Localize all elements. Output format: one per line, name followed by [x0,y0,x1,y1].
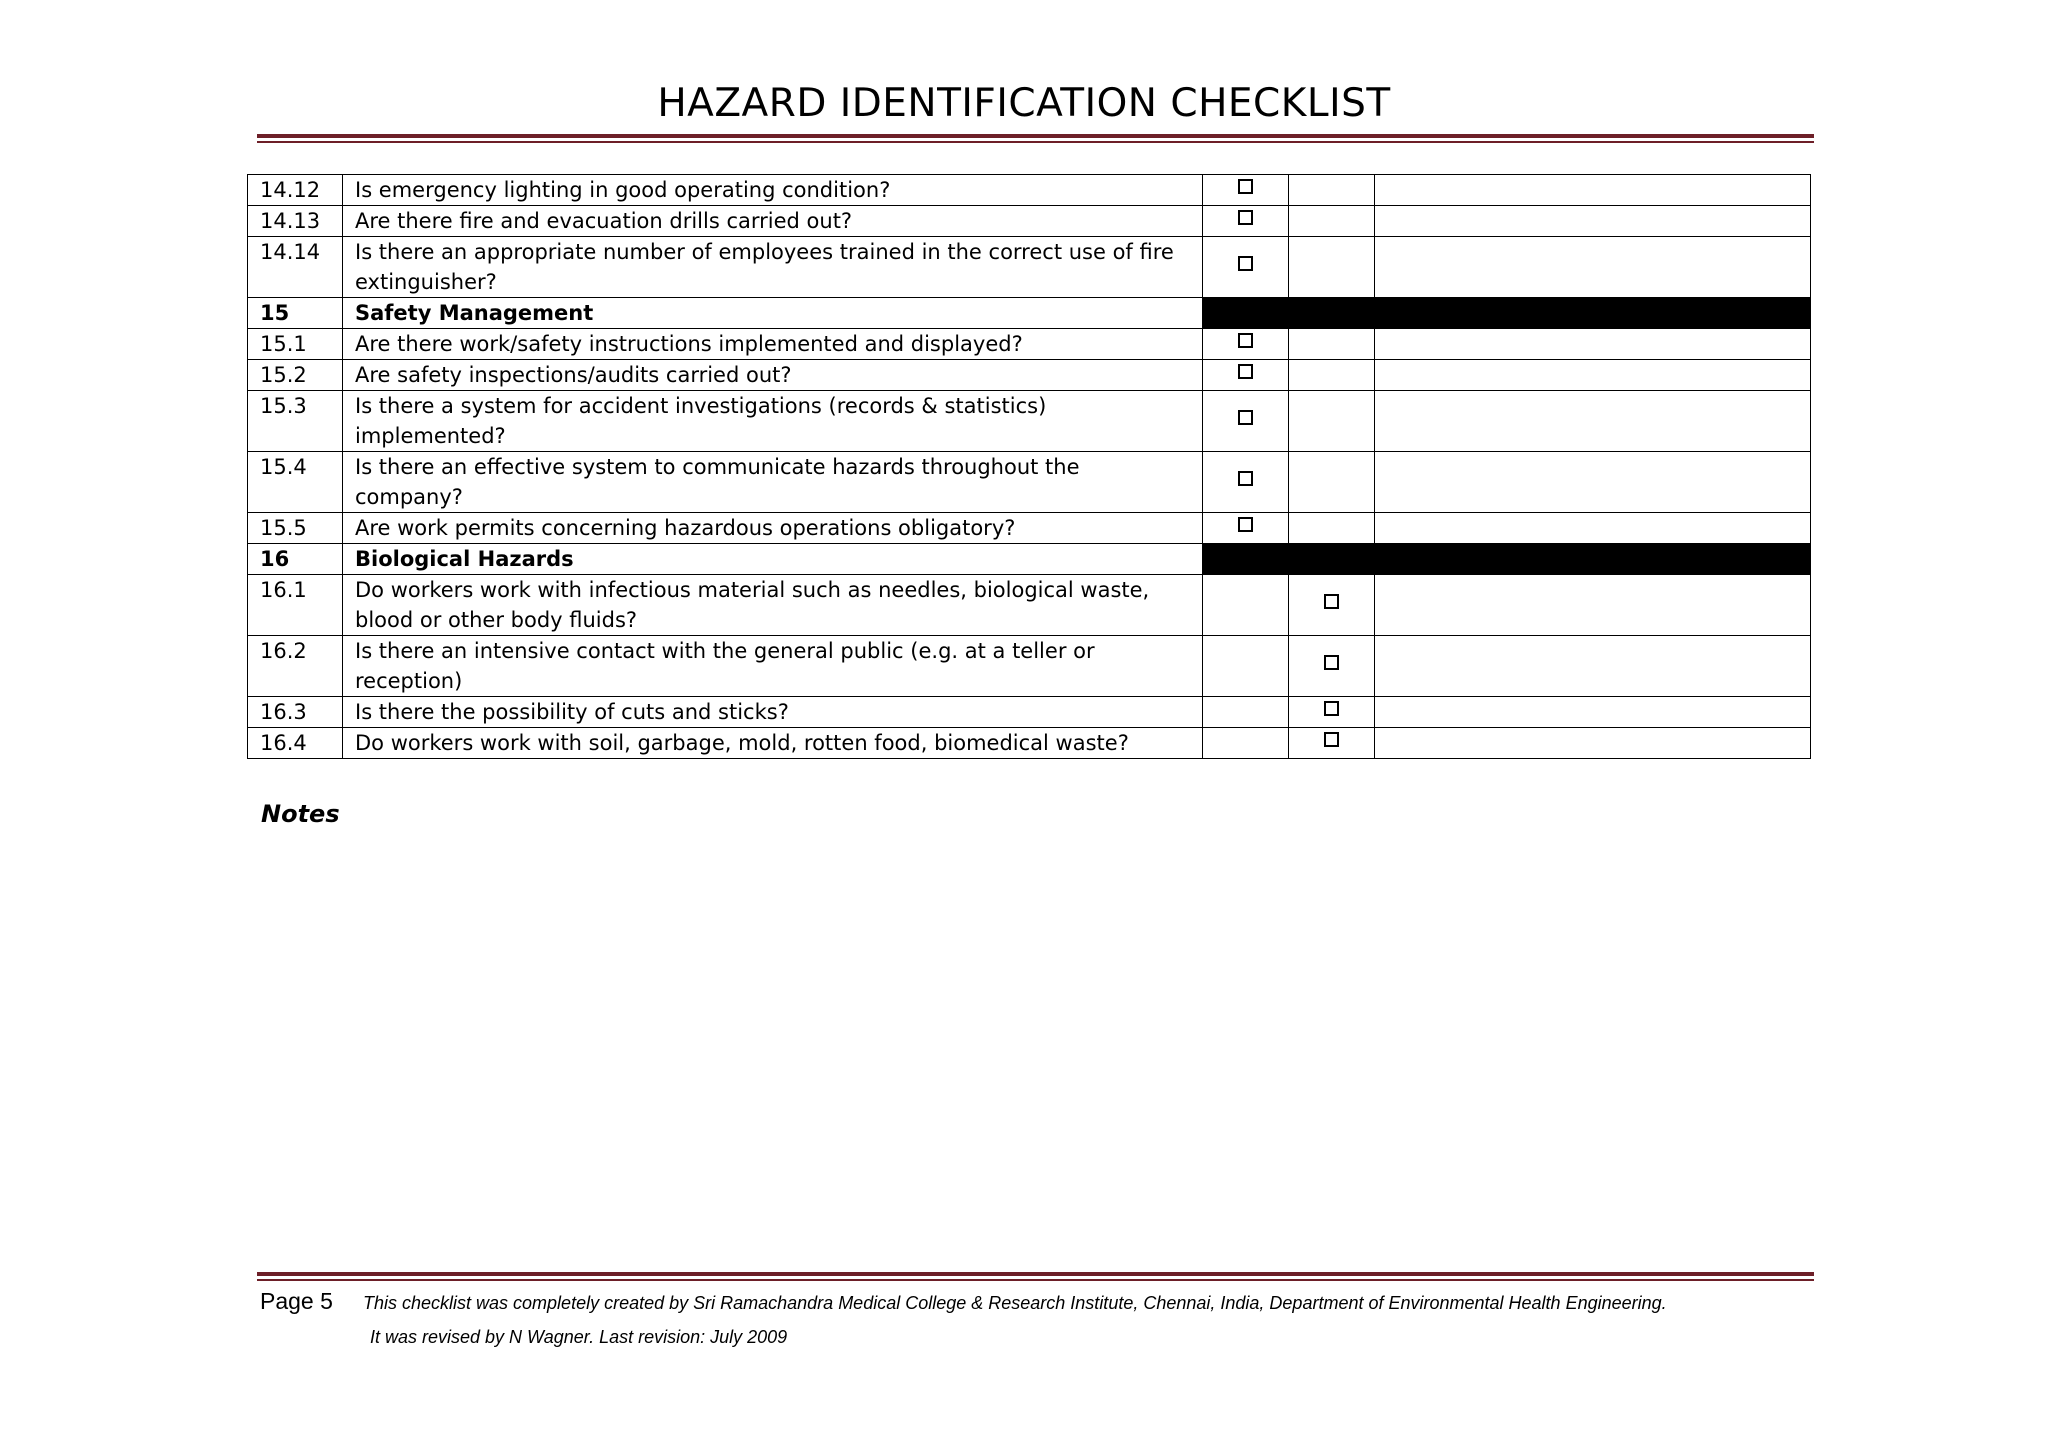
remarks-cell [1375,329,1811,360]
footer-divider [257,1272,1814,1281]
table-row [248,575,1811,636]
answer-cell-2 [1289,175,1375,206]
question-text: Are there fire and evacuation drills carried out? [343,206,1203,237]
footer-credit: This checklist was completely created by Sri Ramachandra Medical College & Research Institute, Chennai, India, Department of Environmental Health Engineering. [363,1293,1667,1313]
remarks-cell [1375,360,1811,391]
answer-cell-2 [1289,206,1375,237]
checkbox-icon[interactable] [1324,732,1339,747]
item-number: 16 [248,544,343,575]
table-row [248,175,1811,206]
answer-cell-1 [1203,513,1289,544]
item-number: 16.1 [248,575,343,636]
checkbox-icon[interactable] [1238,364,1253,379]
item-number: 16.2 [248,636,343,697]
section-shading [1203,298,1811,329]
checkbox-icon[interactable] [1238,410,1253,425]
answer-cell-1 [1203,329,1289,360]
section-title: Biological Hazards [343,544,1203,575]
answer-cell-1 [1203,575,1289,636]
table-row [248,237,1811,298]
item-number: 15 [248,298,343,329]
answer-cell-1 [1203,237,1289,298]
question-text: Are work permits concerning hazardous operations obligatory? [343,513,1203,544]
answer-cell-1 [1203,636,1289,697]
checklist-table [247,174,1811,759]
question-text: Is there an appropriate number of employees trained in the correct use of fire extinguisher? [343,237,1203,298]
item-number: 15.4 [248,452,343,513]
checkbox-icon[interactable] [1238,256,1253,271]
answer-cell-1 [1203,728,1289,759]
section-row [248,298,1811,329]
notes-heading: Notes [261,800,340,828]
question-text: Are there work/safety instructions implemented and displayed? [343,329,1203,360]
item-number: 15.2 [248,360,343,391]
question-text: Is there an intensive contact with the general public (e.g. at a teller or reception) [343,636,1203,697]
item-number: 15.1 [248,329,343,360]
question-text: Are safety inspections/audits carried out? [343,360,1203,391]
answer-cell-1 [1203,391,1289,452]
remarks-cell [1375,636,1811,697]
question-text: Is there the possibility of cuts and sticks? [343,697,1203,728]
table-row [248,697,1811,728]
checkbox-icon[interactable] [1238,471,1253,486]
answer-cell-2 [1289,329,1375,360]
remarks-cell [1375,728,1811,759]
answer-cell-2 [1289,237,1375,298]
footer-revision: It was revised by N Wagner. Last revision: July 2009 [370,1327,788,1347]
item-number: 15.3 [248,391,343,452]
table-row [248,206,1811,237]
answer-cell-2 [1289,452,1375,513]
item-number: 14.14 [248,237,343,298]
remarks-cell [1375,513,1811,544]
table-row [248,513,1811,544]
item-number: 14.13 [248,206,343,237]
checkbox-icon[interactable] [1238,333,1253,348]
checkbox-icon[interactable] [1238,517,1253,532]
answer-cell-1 [1203,697,1289,728]
item-number: 15.5 [248,513,343,544]
question-text: Is there an effective system to communicate hazards throughout the company? [343,452,1203,513]
section-title: Safety Management [343,298,1203,329]
table-row [248,452,1811,513]
table-row [248,391,1811,452]
remarks-cell [1375,452,1811,513]
table-row [248,329,1811,360]
remarks-cell [1375,206,1811,237]
header-divider [257,134,1814,143]
answer-cell-1 [1203,175,1289,206]
question-text: Do workers work with infectious material such as needles, biological waste, blood or other body fluids? [343,575,1203,636]
answer-cell-2 [1289,391,1375,452]
answer-cell-2 [1289,513,1375,544]
page-title: HAZARD IDENTIFICATION CHECKLIST [657,81,1391,126]
page-number: Page 5 [260,1288,333,1314]
question-text: Is emergency lighting in good operating condition? [343,175,1203,206]
table-row [248,360,1811,391]
table-row [248,728,1811,759]
checkbox-icon[interactable] [1238,210,1253,225]
answer-cell-2 [1289,360,1375,391]
checkbox-icon[interactable] [1324,655,1339,670]
checkbox-icon[interactable] [1324,701,1339,716]
remarks-cell [1375,237,1811,298]
item-number: 16.3 [248,697,343,728]
section-shading [1203,544,1811,575]
answer-cell-1 [1203,206,1289,237]
remarks-cell [1375,575,1811,636]
checkbox-icon[interactable] [1324,594,1339,609]
question-text: Is there a system for accident investigations (records & statistics) implemented? [343,391,1203,452]
answer-cell-2 [1289,575,1375,636]
question-text: Do workers work with soil, garbage, mold, rotten food, biomedical waste? [343,728,1203,759]
item-number: 16.4 [248,728,343,759]
remarks-cell [1375,175,1811,206]
answer-cell-2 [1289,636,1375,697]
answer-cell-2 [1289,697,1375,728]
answer-cell-2 [1289,728,1375,759]
item-number: 14.12 [248,175,343,206]
table-row [248,636,1811,697]
answer-cell-1 [1203,360,1289,391]
remarks-cell [1375,697,1811,728]
checkbox-icon[interactable] [1238,179,1253,194]
remarks-cell [1375,391,1811,452]
section-row [248,544,1811,575]
answer-cell-1 [1203,452,1289,513]
